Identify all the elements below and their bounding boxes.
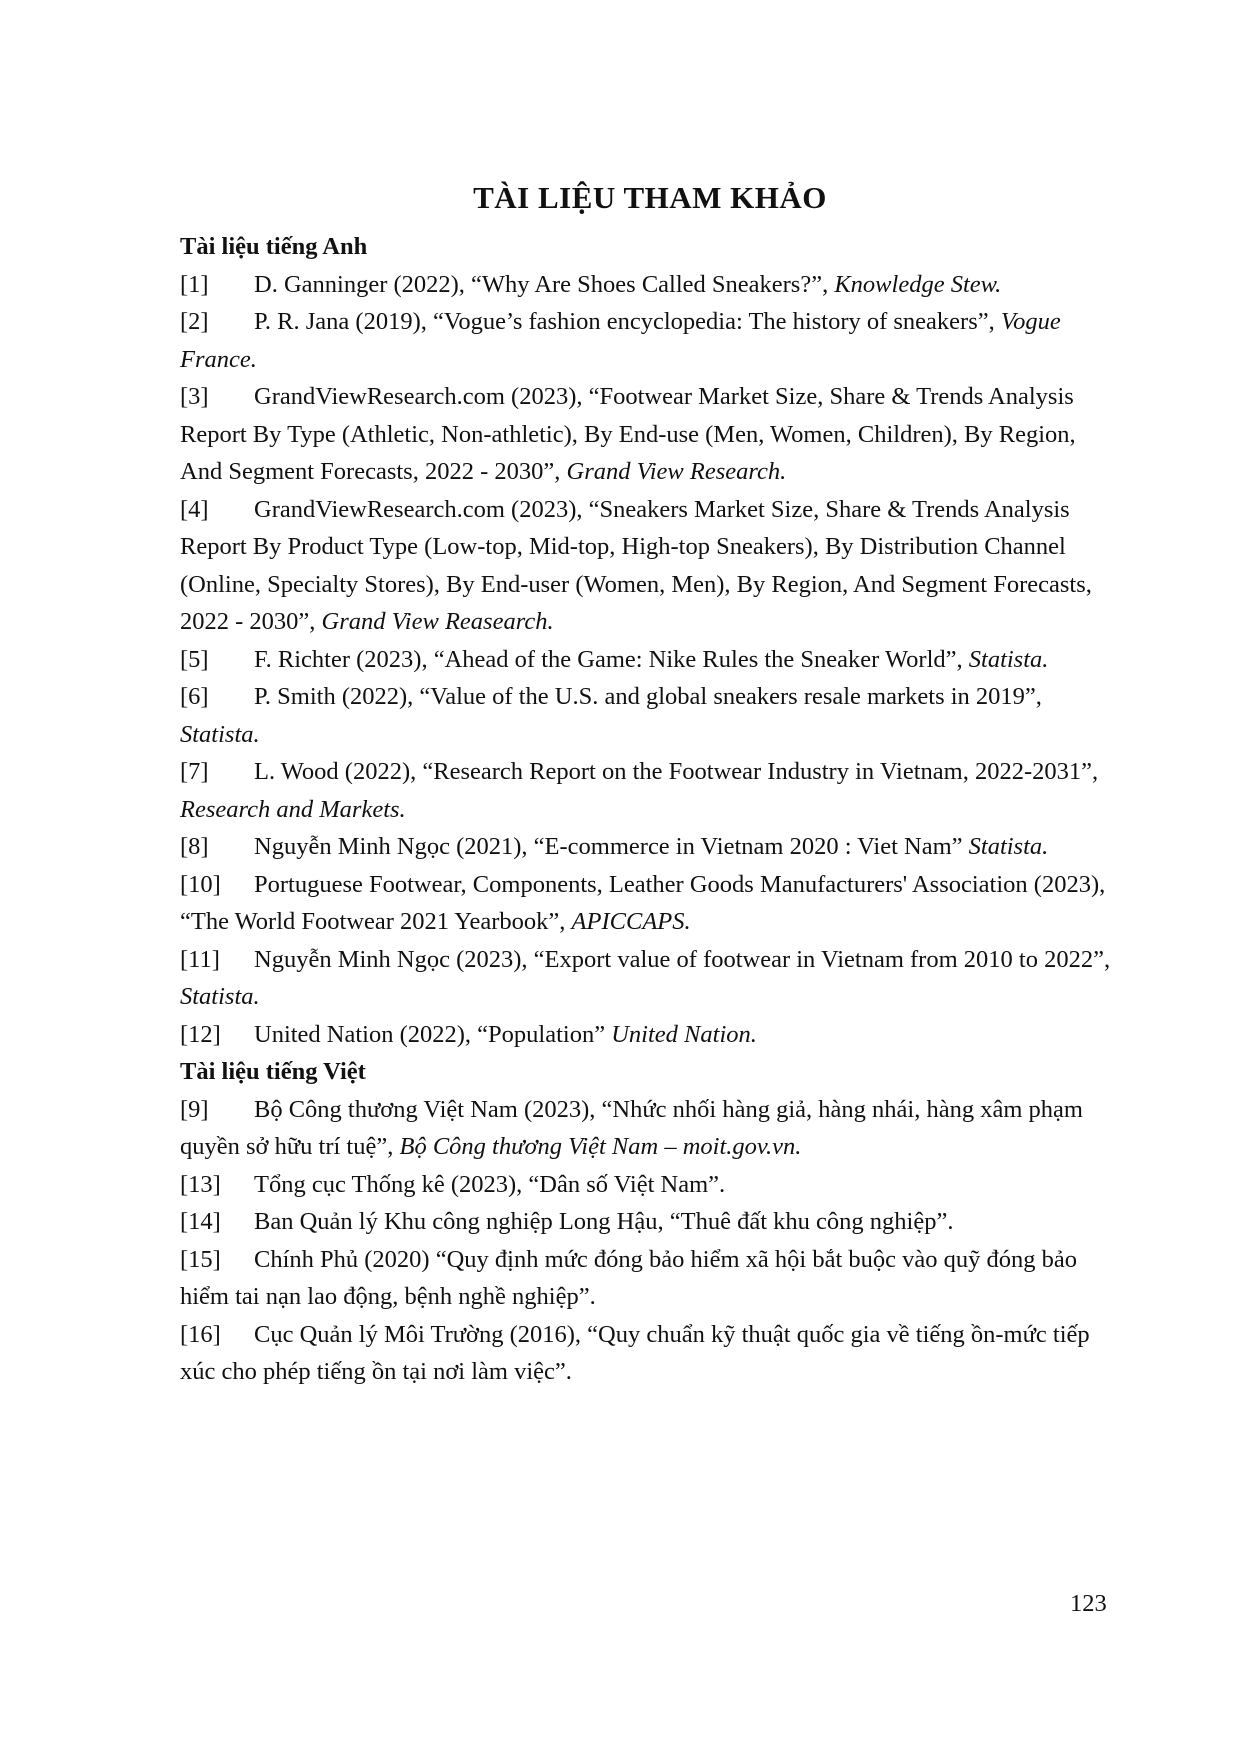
reference-source: Research and Markets.: [180, 795, 406, 823]
reference-text: GrandViewResearch.com (2023), “Sneakers Market Size, Share & Trends Analysis Report By Product Type (Low-top, Mid-top, High-top Sneakers), By Distribution Channel (Online, Specialty Stores), By End-user (Women, Men), By Region, And Segment Forecasts, 2022 - 2030”,: [180, 495, 1092, 635]
reference-text: Portuguese Footwear, Components, Leather Goods Manufacturers' Association (2023), “The World Footwear 2021 Yearbook”,: [180, 870, 1106, 935]
reference-source: Vogue France.: [180, 308, 1061, 373]
reference-source: Knowledge Stew.: [834, 270, 1002, 298]
reference-number: [2]: [180, 308, 209, 335]
reference-number: [13]: [180, 1170, 221, 1198]
reference-number: [3]: [180, 383, 209, 410]
reference-item: [180, 1166, 1120, 1204]
section-heading: Tài liệu tiếng Việt: [180, 1058, 366, 1085]
reference-source: Statista.: [180, 983, 260, 1010]
reference-text: P. Smith (2022), “Value of the U.S. and global sneakers resale markets in 2019”,: [254, 683, 1042, 710]
reference-item: [180, 678, 1120, 753]
reference-number: [7]: [180, 758, 209, 785]
reference-item: [180, 1316, 1120, 1391]
reference-number: [5]: [180, 645, 209, 673]
reference-number: [16]: [180, 1320, 221, 1348]
page-number: 123: [1070, 1590, 1107, 1617]
section-heading: Tài liệu tiếng Anh: [180, 233, 368, 260]
reference-text: D. Ganninger (2022), “Why Are Shoes Called Sneakers?”,: [254, 270, 835, 298]
reference-source: Grand View Research.: [566, 458, 787, 485]
page-title: TÀI LIỆU THAM KHẢO: [473, 180, 827, 215]
reference-text: Chính Phủ (2020) “Quy định mức đóng bảo hiểm xã hội bắt buộc vào quỹ đóng bảo hiểm tai nạn lao động, bệnh nghề nghiệp”.: [180, 1245, 1078, 1310]
reference-item: [180, 378, 1120, 491]
document-page: [180, 180, 1120, 1391]
reference-item: [180, 866, 1120, 941]
reference-number: [15]: [180, 1245, 221, 1273]
section-english: [180, 228, 1120, 1053]
reference-number: [9]: [180, 1095, 209, 1123]
reference-source: United Nation.: [611, 1020, 757, 1048]
reference-number: [12]: [180, 1020, 221, 1048]
reference-text: Bộ Công thương Việt Nam (2023), “Nhức nhối hàng giả, hàng nhái, hàng xâm phạm quyền sở hữu trí tuệ”,: [180, 1095, 1083, 1160]
reference-source: Statista.: [968, 833, 1049, 860]
reference-item: [180, 753, 1120, 828]
reference-text: F. Richter (2023), “Ahead of the Game: Nike Rules the Sneaker World”,: [254, 645, 969, 673]
reference-item: [180, 491, 1120, 641]
reference-item: [180, 1203, 1120, 1241]
reference-item: [180, 1091, 1120, 1166]
reference-item: [180, 641, 1120, 679]
reference-number: [11]: [180, 945, 220, 973]
reference-item: [180, 941, 1120, 1016]
reference-text: Cục Quản lý Môi Trường (2016), “Quy chuẩn kỹ thuật quốc gia về tiếng ồn-mức tiếp xúc cho phép tiếng ồn tại nơi làm việc”.: [180, 1320, 1090, 1385]
reference-text: Nguyễn Minh Ngọc (2023), “Export value of footwear in Vietnam from 2010 to 2022”,: [254, 945, 1111, 973]
reference-source: Statista.: [968, 645, 1049, 673]
reference-source: Statista.: [180, 720, 260, 748]
reference-text: Ban Quản lý Khu công nghiệp Long Hậu, “Thuê đất khu công nghiệp”.: [254, 1208, 954, 1235]
reference-number: [10]: [180, 870, 221, 898]
reference-item: [180, 266, 1120, 304]
reference-number: [14]: [180, 1208, 221, 1235]
section-vietnamese: [180, 1053, 1120, 1391]
reference-text: GrandViewResearch.com (2023), “Footwear Market Size, Share & Trends Analysis Report By Type (Athletic, Non-athletic), By End-use (Men, Women, Children), By Region, And Segment Forecasts, 2022 - 2030”,: [180, 383, 1076, 485]
reference-number: [6]: [180, 683, 209, 710]
reference-source: APICCAPS.: [571, 908, 691, 935]
reference-number: [8]: [180, 833, 209, 860]
reference-item: [180, 303, 1120, 378]
reference-number: [4]: [180, 495, 209, 523]
reference-text: L. Wood (2022), “Research Report on the Footwear Industry in Vietnam, 2022-2031”,: [254, 758, 1099, 785]
reference-item: [180, 1016, 1120, 1054]
reference-text: Nguyễn Minh Ngọc (2021), “E-commerce in Vietnam 2020 : Viet Nam”: [254, 833, 969, 860]
reference-text: P. R. Jana (2019), “Vogue’s fashion encyclopedia: The history of sneakers”,: [254, 308, 1001, 335]
reference-source: Grand View Reasearch.: [321, 608, 554, 635]
reference-text: Tổng cục Thống kê (2023), “Dân số Việt Nam”.: [254, 1170, 726, 1198]
reference-source: Bộ Công thương Việt Nam – moit.gov.vn.: [399, 1133, 802, 1160]
reference-item: [180, 1241, 1120, 1316]
reference-text: United Nation (2022), “Population”: [254, 1020, 612, 1048]
reference-number: [1]: [180, 270, 209, 298]
reference-item: [180, 828, 1120, 866]
